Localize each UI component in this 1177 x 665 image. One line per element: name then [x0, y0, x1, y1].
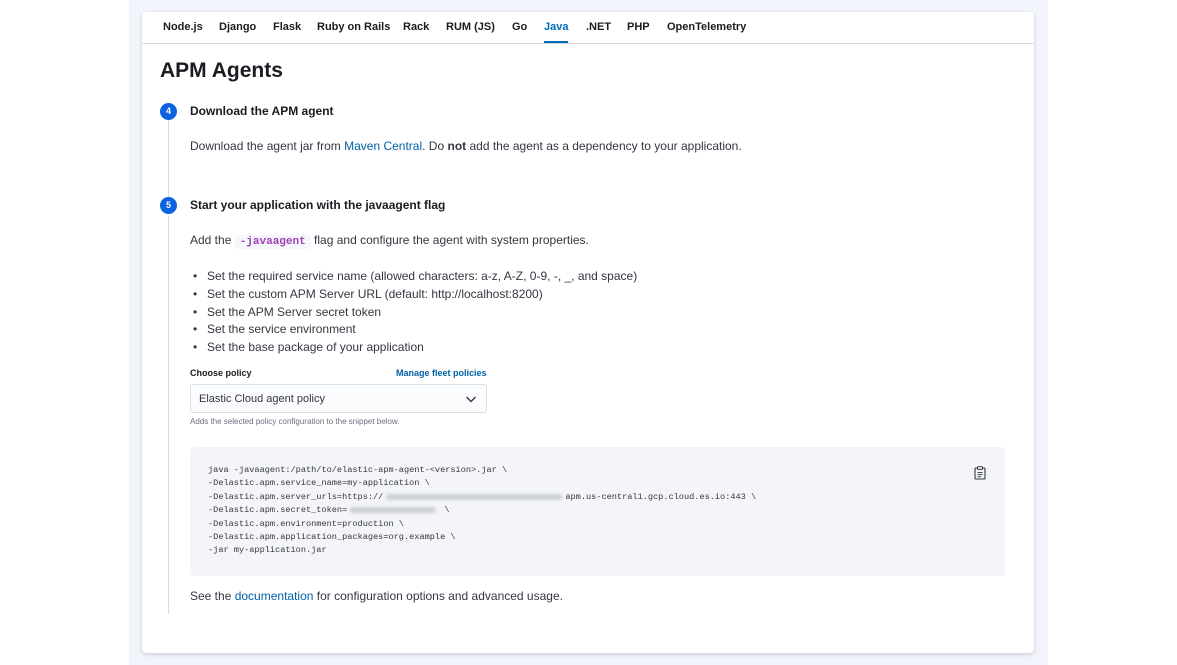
tab-ruby-on-rails[interactable]: Ruby on Rails	[317, 21, 391, 33]
tab-nodejs[interactable]: Node.js	[163, 21, 203, 33]
manage-fleet-policies-link[interactable]: Manage fleet policies	[396, 368, 487, 378]
tab-opentelemetry[interactable]: OpenTelemetry	[667, 21, 747, 33]
step-4-text: add the agent as a dependency to your application.	[466, 139, 742, 153]
step-4-title: Download the APM agent	[190, 104, 334, 118]
list-item: • Set the required service name (allowed characters: a-z, A-Z, 0-9, -, _, and space)	[190, 268, 637, 286]
copy-clipboard-icon[interactable]	[974, 466, 986, 480]
tab-java[interactable]: Java	[544, 21, 569, 33]
code-text: apm.us-central1.gcp.cloud.es.io:443 \	[565, 491, 757, 502]
footer-text-part: for configuration options and advanced usage.	[313, 589, 563, 603]
step-5-badge: 5	[160, 197, 177, 214]
list-item: • Set the service environment	[190, 321, 637, 339]
policy-help-text: Adds the selected policy configuration to the snippet below.	[190, 417, 400, 426]
code-text: -Delastic.apm.server_urls=https://	[208, 491, 384, 502]
step-4-text: Download the agent jar from	[190, 139, 345, 153]
code-line	[208, 504, 756, 517]
redacted-value	[386, 494, 562, 500]
step-connector	[168, 216, 169, 614]
redacted-value	[350, 507, 436, 513]
documentation-link[interactable]: documentation	[234, 589, 314, 603]
step-4-text: . Do	[422, 139, 448, 153]
tab-flask[interactable]: Flask	[273, 21, 302, 33]
tab-rum-js[interactable]: RUM (JS)	[446, 21, 495, 33]
code-line	[208, 491, 756, 504]
choose-policy-label: Choose policy	[190, 368, 252, 378]
apm-agents-panel	[142, 12, 1034, 653]
step-4-description	[190, 139, 742, 153]
page-title: APM Agents	[160, 59, 283, 82]
policy-select[interactable]	[190, 384, 487, 413]
code-line: -Delastic.apm.application_packages=org.example \	[208, 531, 456, 542]
step-5-text: flag and configure the agent with system properties.	[310, 233, 589, 247]
configuration-list	[190, 268, 637, 357]
code-text: -Delastic.apm.secret_token=	[208, 505, 348, 516]
code-lines	[208, 464, 756, 558]
step-4-bold-text: not	[447, 139, 467, 153]
policy-select-value: Elastic Cloud agent policy	[199, 393, 325, 405]
step-5-title: Start your application with the javaagent flag	[190, 198, 446, 212]
step-5-text: Add the	[190, 233, 235, 247]
code-line: java -javaagent:/path/to/elastic-apm-agent-<version>.jar \	[208, 465, 508, 475]
tab-php[interactable]: PHP	[627, 21, 650, 33]
chevron-down-icon	[465, 394, 477, 404]
step-4-badge: 4	[160, 103, 177, 120]
code-line: -jar my-application.jar	[208, 545, 327, 556]
step-5-intro	[190, 233, 589, 248]
javaagent-flag-code: -javaagent	[235, 235, 311, 249]
code-line: -Delastic.apm.environment=production \	[208, 518, 404, 529]
code-line: -Delastic.apm.service_name=my-application \	[208, 478, 430, 489]
step-connector	[168, 112, 169, 197]
code-snippet	[190, 447, 1005, 576]
list-item: • Set the custom APM Server URL (default: http://localhost:8200)	[190, 286, 637, 304]
tab-rack[interactable]: Rack	[403, 21, 430, 33]
code-text: \	[439, 505, 450, 516]
tab-go[interactable]: Go	[512, 21, 528, 33]
footer-text	[190, 589, 563, 603]
tab-dotnet[interactable]: .NET	[586, 21, 612, 33]
list-item: • Set the APM Server secret token	[190, 304, 637, 322]
footer-text-part: See the	[190, 589, 235, 603]
list-item: • Set the base package of your application	[190, 339, 637, 357]
agent-tabs	[142, 12, 1034, 44]
tab-django[interactable]: Django	[219, 21, 257, 33]
maven-central-link[interactable]: Maven Central	[344, 139, 423, 153]
